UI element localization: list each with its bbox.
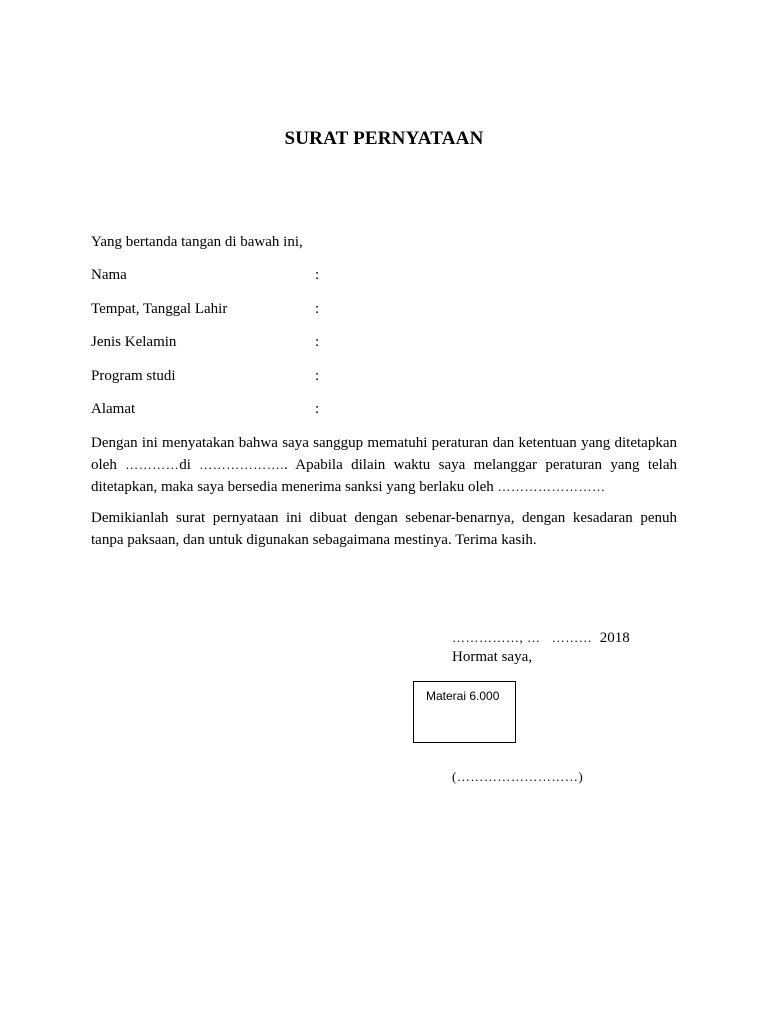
date-month-blank: ……… [551,630,593,645]
date-line [452,630,630,647]
signature-blank: (………………………) [452,769,584,784]
stamp-label: Materai 6.000 [426,689,500,703]
field-colon-nama: : [315,267,320,283]
statement-text-2: di [179,457,200,473]
field-colon-ttl: : [315,301,320,317]
signature-line [452,769,583,786]
field-label-alamat: Alamat [91,401,136,417]
stamp-box [413,681,516,743]
statement-text-1: Dengan ini menyatakan bahwa saya sanggup mematuhi peraturan dan ketentuan yang ditetapkan oleh [91,435,677,473]
field-label-program-studi: Program studi [91,368,176,384]
field-label-nama: Nama [91,267,127,283]
statement-text-3: . Apabila dilain waktu saya melanggar peraturan yang telah ditetapkan, maka saya bersedia menerima sanksi yang berlaku oleh [91,457,678,495]
field-label-ttl: Tempat, Tanggal Lahir [91,301,228,317]
date-year: 2018 [599,630,630,646]
field-colon-jenis-kelamin: : [315,334,320,350]
closing-paragraph: Demikianlah surat pernyataan ini dibuat dengan sebenar-benarnya, dengan kesadaran penuh tanpa paksaan, dan untuk digunakan sebagaimana mestinya. Terima kasih. [91,510,677,548]
intro-text: Yang bertanda tangan di bawah ini, [91,234,303,250]
blank-place: ………………. [199,457,284,472]
field-label-jenis-kelamin: Jenis Kelamin [91,334,177,350]
closing-greeting: Hormat saya, [452,649,532,665]
blank-authority: …………………… [497,479,606,494]
blank-institution: ………… [125,457,180,472]
document-title: SURAT PERNYATAAN [284,128,484,149]
field-colon-program-studi: : [315,368,320,384]
statement-paragraph [91,432,677,498]
field-colon-alamat: : [315,401,320,417]
date-place-blank: ……………, … [452,630,541,645]
